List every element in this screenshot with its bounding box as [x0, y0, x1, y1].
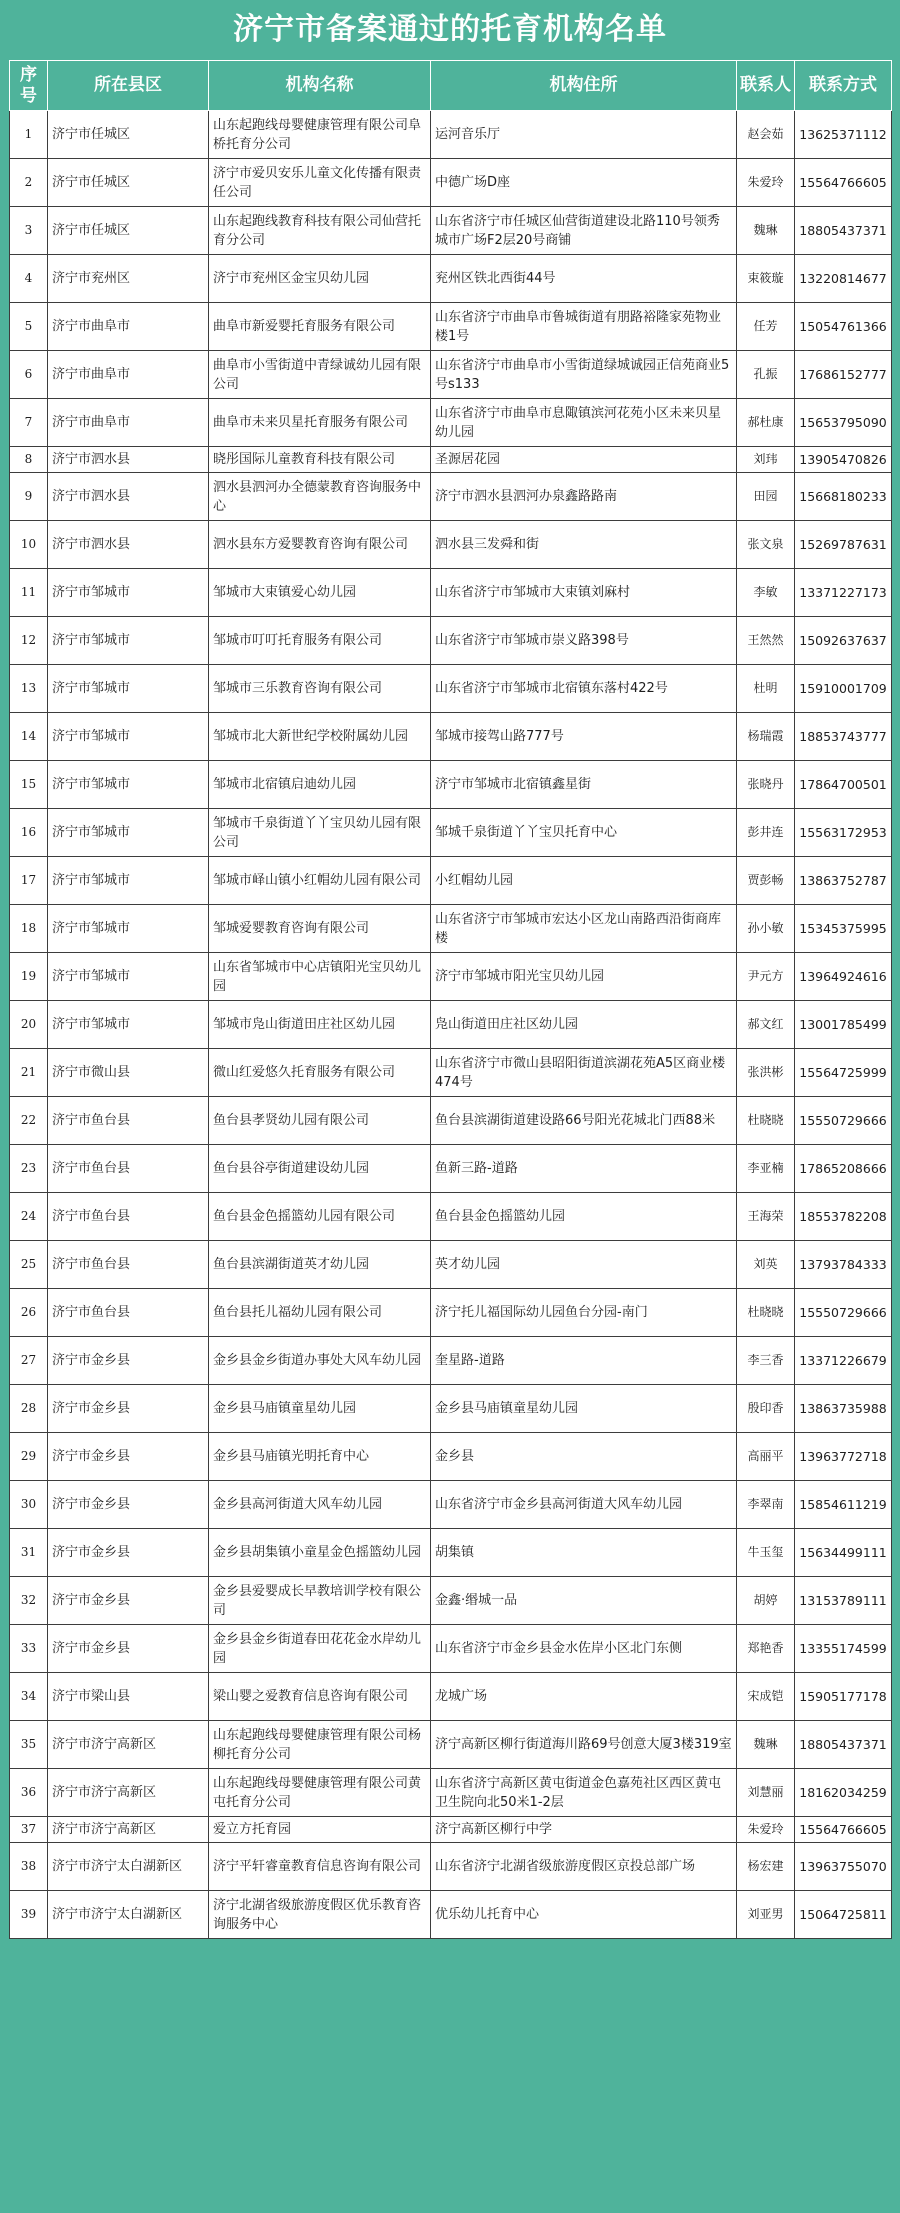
- row-number: 23: [10, 1145, 48, 1193]
- district-cell: 济宁市邹城市: [48, 569, 209, 617]
- district-cell: 济宁市济宁高新区: [48, 1721, 209, 1769]
- table-row: [10, 207, 892, 255]
- institution-table: [9, 60, 892, 1939]
- address-cell: 鱼新三路-道路: [431, 1145, 737, 1193]
- address-cell: 山东省济宁市金乡县高河街道大风车幼儿园: [431, 1481, 737, 1529]
- table-row: [10, 809, 892, 857]
- contact-person-cell: 牛玉玺: [737, 1529, 795, 1577]
- contact-person-cell: 束筱璇: [737, 255, 795, 303]
- table-row: [10, 1145, 892, 1193]
- table-row: [10, 399, 892, 447]
- table-body: [10, 111, 892, 1939]
- contact-person-cell: 杨瑞霞: [737, 713, 795, 761]
- address-cell: 山东省济宁市曲阜市息陬镇滨河花苑小区未来贝星幼儿园: [431, 399, 737, 447]
- district-cell: 济宁市微山县: [48, 1049, 209, 1097]
- table-row: [10, 303, 892, 351]
- phone-cell: 13963755070: [795, 1843, 892, 1891]
- contact-person-cell: 杜晓晓: [737, 1289, 795, 1337]
- contact-person-cell: 杜晓晓: [737, 1097, 795, 1145]
- row-number: 32: [10, 1577, 48, 1625]
- contact-person-cell: 刘亚男: [737, 1891, 795, 1939]
- institution-name-cell: 泗水县东方爱婴教育咨询有限公司: [209, 521, 431, 569]
- contact-person-cell: 张晓丹: [737, 761, 795, 809]
- contact-person-cell: 刘英: [737, 1241, 795, 1289]
- phone-cell: 13001785499: [795, 1001, 892, 1049]
- contact-person-cell: 郝文红: [737, 1001, 795, 1049]
- institution-name-cell: 邹城市大束镇爱心幼儿园: [209, 569, 431, 617]
- table-row: [10, 255, 892, 303]
- contact-person-cell: 张洪彬: [737, 1049, 795, 1097]
- phone-cell: 13963772718: [795, 1433, 892, 1481]
- row-number: 10: [10, 521, 48, 569]
- phone-cell: 13371227173: [795, 569, 892, 617]
- table-row: [10, 1049, 892, 1097]
- phone-cell: 13371226679: [795, 1337, 892, 1385]
- contact-person-cell: 李三香: [737, 1337, 795, 1385]
- table-row: [10, 1673, 892, 1721]
- address-cell: 山东省济宁市金乡县金水佐岸小区北门东侧: [431, 1625, 737, 1673]
- address-cell: 龙城广场: [431, 1673, 737, 1721]
- district-cell: 济宁市济宁太白湖新区: [48, 1843, 209, 1891]
- phone-cell: 15668180233: [795, 473, 892, 521]
- address-cell: 小红帽幼儿园: [431, 857, 737, 905]
- row-number: 34: [10, 1673, 48, 1721]
- institution-name-cell: 鱼台县托儿福幼儿园有限公司: [209, 1289, 431, 1337]
- address-cell: 圣源居花园: [431, 447, 737, 473]
- institution-name-cell: 邹城市北宿镇启迪幼儿园: [209, 761, 431, 809]
- institution-name-cell: 邹城市凫山街道田庄社区幼儿园: [209, 1001, 431, 1049]
- address-cell: 山东省济宁市邹城市北宿镇东落村422号: [431, 665, 737, 713]
- address-cell: 山东省济宁市曲阜市鲁城街道有朋路裕隆家苑物业楼1号: [431, 303, 737, 351]
- contact-person-cell: 宋成铠: [737, 1673, 795, 1721]
- phone-cell: 15564766605: [795, 1817, 892, 1843]
- institution-name-cell: 邹城爱婴教育咨询有限公司: [209, 905, 431, 953]
- contact-person-cell: 田园: [737, 473, 795, 521]
- phone-cell: 17864700501: [795, 761, 892, 809]
- address-cell: 山东省济宁高新区黄屯街道金色嘉苑社区西区黄屯卫生院向北50米1-2层: [431, 1769, 737, 1817]
- contact-person-cell: 贾彭畅: [737, 857, 795, 905]
- institution-name-cell: 金乡县高河街道大风车幼儿园: [209, 1481, 431, 1529]
- district-cell: 济宁市济宁高新区: [48, 1769, 209, 1817]
- contact-person-cell: 杜明: [737, 665, 795, 713]
- row-number: 31: [10, 1529, 48, 1577]
- table-row: [10, 617, 892, 665]
- address-cell: 鱼台县金色摇篮幼儿园: [431, 1193, 737, 1241]
- address-cell: 山东省济宁市曲阜市小雪街道绿城诚园正信苑商业5号s133: [431, 351, 737, 399]
- header-district: 所在县区: [48, 61, 209, 111]
- row-number: 27: [10, 1337, 48, 1385]
- institution-name-cell: 微山红爱悠久托育服务有限公司: [209, 1049, 431, 1097]
- institution-name-cell: 梁山婴之爱教育信息咨询有限公司: [209, 1673, 431, 1721]
- institution-name-cell: 金乡县爱婴成长早教培训学校有限公司: [209, 1577, 431, 1625]
- row-number: 6: [10, 351, 48, 399]
- institution-name-cell: 曲阜市未来贝星托育服务有限公司: [209, 399, 431, 447]
- district-cell: 济宁市邹城市: [48, 809, 209, 857]
- row-number: 22: [10, 1097, 48, 1145]
- row-number: 13: [10, 665, 48, 713]
- row-number: 19: [10, 953, 48, 1001]
- district-cell: 济宁市邹城市: [48, 761, 209, 809]
- institution-name-cell: 鱼台县金色摇篮幼儿园有限公司: [209, 1193, 431, 1241]
- district-cell: 济宁市任城区: [48, 111, 209, 159]
- contact-person-cell: 李敏: [737, 569, 795, 617]
- table-row: [10, 953, 892, 1001]
- address-cell: 山东省济宁市邹城市崇义路398号: [431, 617, 737, 665]
- table-row: [10, 521, 892, 569]
- district-cell: 济宁市金乡县: [48, 1337, 209, 1385]
- address-cell: 金乡县马庙镇童星幼儿园: [431, 1385, 737, 1433]
- district-cell: 济宁市邹城市: [48, 953, 209, 1001]
- row-number: 2: [10, 159, 48, 207]
- phone-cell: 13625371112: [795, 111, 892, 159]
- row-number: 8: [10, 447, 48, 473]
- contact-person-cell: 张文泉: [737, 521, 795, 569]
- district-cell: 济宁市兖州区: [48, 255, 209, 303]
- header-phone: 联系方式: [795, 61, 892, 111]
- address-cell: 奎星路-道路: [431, 1337, 737, 1385]
- phone-cell: 15092637637: [795, 617, 892, 665]
- table-row: [10, 1721, 892, 1769]
- phone-cell: 13153789111: [795, 1577, 892, 1625]
- phone-cell: 15564766605: [795, 159, 892, 207]
- institution-name-cell: 鱼台县谷亭街道建设幼儿园: [209, 1145, 431, 1193]
- address-cell: 济宁高新区柳行街道海川路69号创意大厦3楼319室: [431, 1721, 737, 1769]
- institution-name-cell: 济宁市兖州区金宝贝幼儿园: [209, 255, 431, 303]
- table-row: [10, 447, 892, 473]
- district-cell: 济宁市济宁高新区: [48, 1817, 209, 1843]
- row-number: 4: [10, 255, 48, 303]
- phone-cell: 15854611219: [795, 1481, 892, 1529]
- contact-person-cell: 王然然: [737, 617, 795, 665]
- contact-person-cell: 魏琳: [737, 207, 795, 255]
- contact-person-cell: 孙小敏: [737, 905, 795, 953]
- phone-cell: 18853743777: [795, 713, 892, 761]
- table-row: [10, 1529, 892, 1577]
- table-header: [10, 61, 892, 111]
- row-number: 39: [10, 1891, 48, 1939]
- phone-cell: 17686152777: [795, 351, 892, 399]
- phone-cell: 15910001709: [795, 665, 892, 713]
- row-number: 20: [10, 1001, 48, 1049]
- institution-name-cell: 金乡县马庙镇光明托育中心: [209, 1433, 431, 1481]
- row-number: 38: [10, 1843, 48, 1891]
- table-row: [10, 1481, 892, 1529]
- district-cell: 济宁市鱼台县: [48, 1097, 209, 1145]
- row-number: 25: [10, 1241, 48, 1289]
- institution-name-cell: 爱立方托育园: [209, 1817, 431, 1843]
- table-row: [10, 1001, 892, 1049]
- phone-cell: 15345375995: [795, 905, 892, 953]
- phone-cell: 15550729666: [795, 1289, 892, 1337]
- contact-person-cell: 赵会茹: [737, 111, 795, 159]
- contact-person-cell: 魏琳: [737, 1721, 795, 1769]
- row-number: 5: [10, 303, 48, 351]
- row-number: 16: [10, 809, 48, 857]
- address-cell: 济宁市邹城市北宿镇鑫星街: [431, 761, 737, 809]
- phone-cell: 18805437371: [795, 207, 892, 255]
- phone-cell: 15054761366: [795, 303, 892, 351]
- header-contact: 联系人: [737, 61, 795, 111]
- district-cell: 济宁市邹城市: [48, 1001, 209, 1049]
- phone-cell: 15564725999: [795, 1049, 892, 1097]
- table-row: [10, 713, 892, 761]
- row-number: 29: [10, 1433, 48, 1481]
- header-no: 序号: [10, 61, 48, 111]
- contact-person-cell: 李亚楠: [737, 1145, 795, 1193]
- institution-name-cell: 泗水县泗河办全德蒙教育咨询服务中心: [209, 473, 431, 521]
- address-cell: 英才幼儿园: [431, 1241, 737, 1289]
- table-row: [10, 1769, 892, 1817]
- table-row: [10, 1097, 892, 1145]
- row-number: 1: [10, 111, 48, 159]
- district-cell: 济宁市鱼台县: [48, 1193, 209, 1241]
- institution-name-cell: 曲阜市小雪街道中青绿诚幼儿园有限公司: [209, 351, 431, 399]
- table-row: [10, 1433, 892, 1481]
- phone-cell: 13863735988: [795, 1385, 892, 1433]
- contact-person-cell: 朱爱玲: [737, 159, 795, 207]
- institution-name-cell: 曲阜市新爱婴托育服务有限公司: [209, 303, 431, 351]
- contact-person-cell: 刘玮: [737, 447, 795, 473]
- phone-cell: 15634499111: [795, 1529, 892, 1577]
- district-cell: 济宁市泗水县: [48, 521, 209, 569]
- row-number: 18: [10, 905, 48, 953]
- institution-name-cell: 鱼台县孝贤幼儿园有限公司: [209, 1097, 431, 1145]
- phone-cell: 13905470826: [795, 447, 892, 473]
- table-row: [10, 1385, 892, 1433]
- phone-cell: 15653795090: [795, 399, 892, 447]
- contact-person-cell: 李翠南: [737, 1481, 795, 1529]
- phone-cell: 13964924616: [795, 953, 892, 1001]
- address-cell: 优乐幼儿托育中心: [431, 1891, 737, 1939]
- institution-name-cell: 晓彤国际儿童教育科技有限公司: [209, 447, 431, 473]
- phone-cell: 13220814677: [795, 255, 892, 303]
- institution-name-cell: 山东起跑线母婴健康管理有限公司阜桥托育分公司: [209, 111, 431, 159]
- address-cell: 凫山街道田庄社区幼儿园: [431, 1001, 737, 1049]
- address-cell: 山东省济宁市微山县昭阳街道滨湖花苑A5区商业楼474号: [431, 1049, 737, 1097]
- institution-name-cell: 鱼台县滨湖街道英才幼儿园: [209, 1241, 431, 1289]
- institution-name-cell: 邹城市峄山镇小红帽幼儿园有限公司: [209, 857, 431, 905]
- row-number: 17: [10, 857, 48, 905]
- table-row: [10, 1625, 892, 1673]
- table-row: [10, 905, 892, 953]
- address-cell: 邹城千泉街道丫丫宝贝托育中心: [431, 809, 737, 857]
- institution-name-cell: 山东省邹城市中心店镇阳光宝贝幼儿园: [209, 953, 431, 1001]
- table-row: [10, 159, 892, 207]
- header-address: 机构住所: [431, 61, 737, 111]
- row-number: 24: [10, 1193, 48, 1241]
- row-number: 33: [10, 1625, 48, 1673]
- phone-cell: 13355174599: [795, 1625, 892, 1673]
- district-cell: 济宁市济宁太白湖新区: [48, 1891, 209, 1939]
- row-number: 12: [10, 617, 48, 665]
- table-row: [10, 111, 892, 159]
- district-cell: 济宁市鱼台县: [48, 1145, 209, 1193]
- row-number: 26: [10, 1289, 48, 1337]
- address-cell: 金鑫·缗城一品: [431, 1577, 737, 1625]
- district-cell: 济宁市任城区: [48, 207, 209, 255]
- table-row: [10, 569, 892, 617]
- address-cell: 兖州区铁北西街44号: [431, 255, 737, 303]
- address-cell: 济宁市泗水县泗河办泉鑫路路南: [431, 473, 737, 521]
- address-cell: 济宁托儿福国际幼儿园鱼台分园-南门: [431, 1289, 737, 1337]
- phone-cell: 15269787631: [795, 521, 892, 569]
- table-row: [10, 1891, 892, 1939]
- district-cell: 济宁市邹城市: [48, 617, 209, 665]
- contact-person-cell: 孔振: [737, 351, 795, 399]
- phone-cell: 13793784333: [795, 1241, 892, 1289]
- contact-person-cell: 彭井连: [737, 809, 795, 857]
- institution-name-cell: 济宁市爱贝安乐儿童文化传播有限责任公司: [209, 159, 431, 207]
- row-number: 14: [10, 713, 48, 761]
- institution-name-cell: 山东起跑线教育科技有限公司仙营托育分公司: [209, 207, 431, 255]
- address-cell: 山东省济宁市邹城市大束镇刘麻村: [431, 569, 737, 617]
- table-row: [10, 857, 892, 905]
- address-cell: 金乡县: [431, 1433, 737, 1481]
- table-row: [10, 1577, 892, 1625]
- table-row: [10, 1241, 892, 1289]
- institution-name-cell: 山东起跑线母婴健康管理有限公司黄屯托育分公司: [209, 1769, 431, 1817]
- institution-name-cell: 邹城市北大新世纪学校附属幼儿园: [209, 713, 431, 761]
- district-cell: 济宁市曲阜市: [48, 399, 209, 447]
- table-row: [10, 1337, 892, 1385]
- phone-cell: 17865208666: [795, 1145, 892, 1193]
- district-cell: 济宁市金乡县: [48, 1529, 209, 1577]
- phone-cell: 15563172953: [795, 809, 892, 857]
- table-row: [10, 473, 892, 521]
- row-number: 11: [10, 569, 48, 617]
- institution-name-cell: 邹城市千泉街道丫丫宝贝幼儿园有限公司: [209, 809, 431, 857]
- district-cell: 济宁市金乡县: [48, 1625, 209, 1673]
- table-row: [10, 1817, 892, 1843]
- address-cell: 济宁高新区柳行中学: [431, 1817, 737, 1843]
- row-number: 28: [10, 1385, 48, 1433]
- institution-name-cell: 金乡县胡集镇小童星金色摇篮幼儿园: [209, 1529, 431, 1577]
- district-cell: 济宁市邹城市: [48, 905, 209, 953]
- phone-cell: 13863752787: [795, 857, 892, 905]
- page-title: 济宁市备案通过的托育机构名单: [233, 12, 667, 47]
- row-number: 21: [10, 1049, 48, 1097]
- address-cell: 山东省济宁市任城区仙营街道建设北路110号领秀城市广场F2层20号商铺: [431, 207, 737, 255]
- institution-name-cell: 邹城市叮叮托育服务有限公司: [209, 617, 431, 665]
- district-cell: 济宁市梁山县: [48, 1673, 209, 1721]
- district-cell: 济宁市泗水县: [48, 447, 209, 473]
- district-cell: 济宁市鱼台县: [48, 1241, 209, 1289]
- institution-name-cell: 金乡县金乡街道春田花花金水岸幼儿园: [209, 1625, 431, 1673]
- address-cell: 山东省济宁市邹城市宏达小区龙山南路西沿街商库楼: [431, 905, 737, 953]
- district-cell: 济宁市金乡县: [48, 1577, 209, 1625]
- phone-cell: 15550729666: [795, 1097, 892, 1145]
- contact-person-cell: 杨宏建: [737, 1843, 795, 1891]
- address-cell: 邹城市接驾山路777号: [431, 713, 737, 761]
- district-cell: 济宁市泗水县: [48, 473, 209, 521]
- district-cell: 济宁市任城区: [48, 159, 209, 207]
- table-row: [10, 1843, 892, 1891]
- row-number: 37: [10, 1817, 48, 1843]
- contact-person-cell: 郝杜康: [737, 399, 795, 447]
- contact-person-cell: 殷印香: [737, 1385, 795, 1433]
- row-number: 15: [10, 761, 48, 809]
- institution-name-cell: 山东起跑线母婴健康管理有限公司杨柳托育分公司: [209, 1721, 431, 1769]
- district-cell: 济宁市曲阜市: [48, 351, 209, 399]
- header-row: [10, 61, 892, 111]
- district-cell: 济宁市邹城市: [48, 713, 209, 761]
- row-number: 7: [10, 399, 48, 447]
- address-cell: 济宁市邹城市阳光宝贝幼儿园: [431, 953, 737, 1001]
- phone-cell: 18805437371: [795, 1721, 892, 1769]
- phone-cell: 15064725811: [795, 1891, 892, 1939]
- address-cell: 中德广场D座: [431, 159, 737, 207]
- district-cell: 济宁市金乡县: [48, 1433, 209, 1481]
- address-cell: 胡集镇: [431, 1529, 737, 1577]
- institution-name-cell: 济宁北湖省级旅游度假区优乐教育咨询服务中心: [209, 1891, 431, 1939]
- table-row: [10, 351, 892, 399]
- institution-name-cell: 邹城市三乐教育咨询有限公司: [209, 665, 431, 713]
- district-cell: 济宁市鱼台县: [48, 1289, 209, 1337]
- table-row: [10, 1193, 892, 1241]
- table-row: [10, 665, 892, 713]
- phone-cell: 15905177178: [795, 1673, 892, 1721]
- table-row: [10, 1289, 892, 1337]
- contact-person-cell: 王海荣: [737, 1193, 795, 1241]
- contact-person-cell: 尹元方: [737, 953, 795, 1001]
- district-cell: 济宁市金乡县: [48, 1385, 209, 1433]
- phone-cell: 18553782208: [795, 1193, 892, 1241]
- address-cell: 运河音乐厅: [431, 111, 737, 159]
- phone-cell: 18162034259: [795, 1769, 892, 1817]
- contact-person-cell: 任芳: [737, 303, 795, 351]
- row-number: 35: [10, 1721, 48, 1769]
- contact-person-cell: 朱爱玲: [737, 1817, 795, 1843]
- contact-person-cell: 胡婷: [737, 1577, 795, 1625]
- header-name: 机构名称: [209, 61, 431, 111]
- institution-name-cell: 金乡县马庙镇童星幼儿园: [209, 1385, 431, 1433]
- contact-person-cell: 刘慧丽: [737, 1769, 795, 1817]
- district-cell: 济宁市金乡县: [48, 1481, 209, 1529]
- row-number: 30: [10, 1481, 48, 1529]
- contact-person-cell: 高丽平: [737, 1433, 795, 1481]
- district-cell: 济宁市曲阜市: [48, 303, 209, 351]
- contact-person-cell: 郑艳香: [737, 1625, 795, 1673]
- address-cell: 鱼台县滨湖街道建设路66号阳光花城北门西88米: [431, 1097, 737, 1145]
- district-cell: 济宁市邹城市: [48, 857, 209, 905]
- institution-name-cell: 金乡县金乡街道办事处大风车幼儿园: [209, 1337, 431, 1385]
- table-row: [10, 761, 892, 809]
- institution-name-cell: 济宁平轩睿童教育信息咨询有限公司: [209, 1843, 431, 1891]
- row-number: 3: [10, 207, 48, 255]
- row-number: 9: [10, 473, 48, 521]
- district-cell: 济宁市邹城市: [48, 665, 209, 713]
- row-number: 36: [10, 1769, 48, 1817]
- address-cell: 泗水县三发舜和街: [431, 521, 737, 569]
- address-cell: 山东省济宁北湖省级旅游度假区京投总部广场: [431, 1843, 737, 1891]
